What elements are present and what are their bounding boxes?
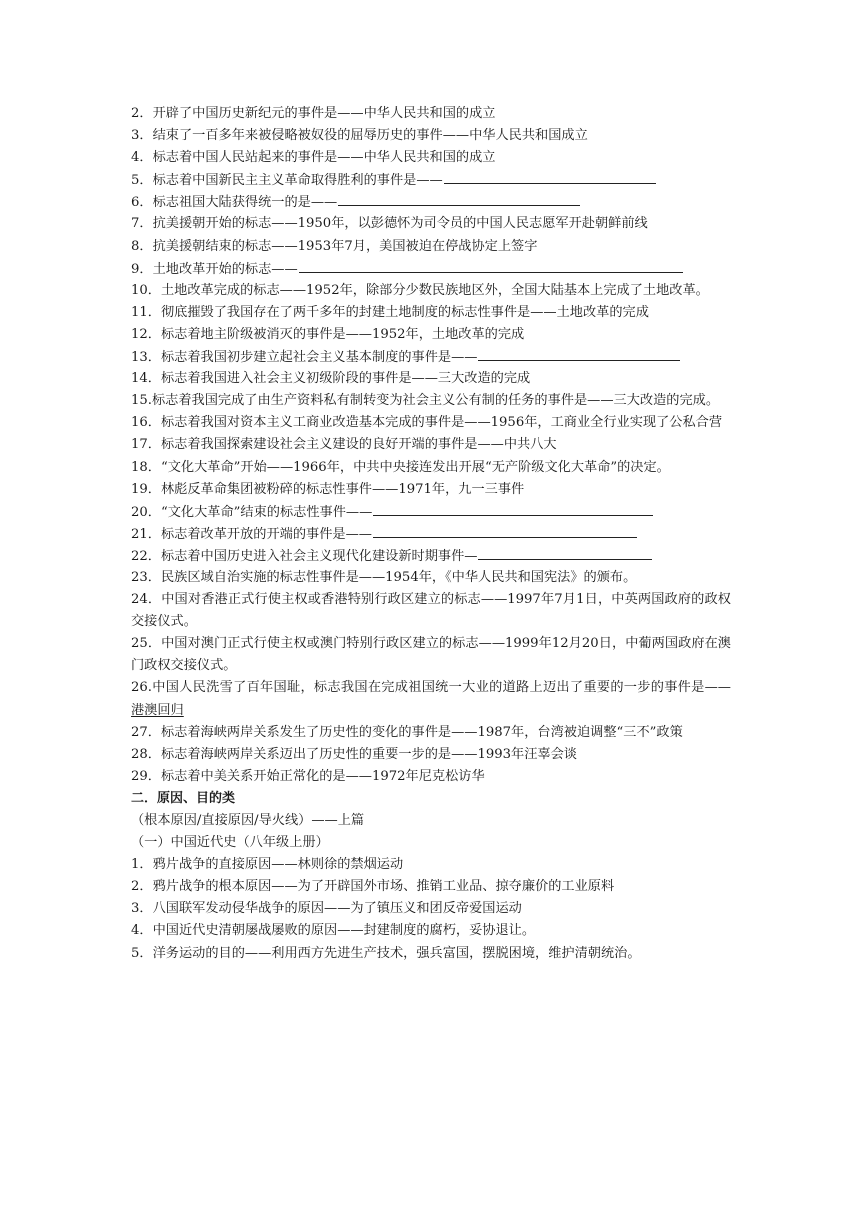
answer-blank xyxy=(373,523,637,538)
list-item: 13．标志着我国初步建立起社会主义基本制度的事件是—— xyxy=(131,346,731,368)
answer-blank xyxy=(338,191,580,206)
answer-blank xyxy=(478,545,652,560)
answer-blank xyxy=(299,258,683,273)
list-item: 29．标志着中美关系开始正常化的是——1972年尼克松访华 xyxy=(131,768,485,784)
answer-blank xyxy=(373,501,653,516)
list-item: 2．鸦片战争的根本原因——为了开辟国外市场、推销工业品、掠夺廉价的工业原料 xyxy=(131,879,615,895)
list-item: 1．鸦片战争的直接原因——林则徐的禁烟运动 xyxy=(131,857,404,873)
list-item: 22．标志着中国历史进入社会主义现代化建设新时期事件— xyxy=(131,545,731,567)
list-item: 23．民族区域自治实施的标志性事件是——1954年，《中华人民共和国宪法》的颁布。 xyxy=(131,569,637,585)
section-subtitle: （根本原因/直接原因/导火线）——上篇 xyxy=(131,813,365,828)
list-item: 28．标志着海峡两岸关系迈出了历史性的重要一步的是——1993年汪辜会谈 xyxy=(131,746,577,762)
list-item: 4．标志着中国人民站起来的事件是——中华人民共和国的成立 xyxy=(131,150,496,166)
list-item: 5．标志着中国新民主主义革命取得胜利的事件是—— xyxy=(131,169,731,191)
list-item: 10．土地改革完成的标志——1952年，除部分少数民族地区外，全国大陆基本上完成了土地改革。 xyxy=(131,282,709,298)
underlined-answer: 港澳回归 xyxy=(131,702,184,718)
document-body xyxy=(131,103,731,965)
list-item: 17．标志着我国探索建设社会主义建设的良好开端的事件是——中共八大 xyxy=(131,437,557,453)
answer-blank xyxy=(478,346,680,361)
list-item: 27．标志着海峡两岸关系发生了历史性的变化的事件是——1987年，台湾被迫调整“三不”政策 xyxy=(131,724,683,740)
list-item: 3．八国联军发动侵华战争的原因——为了镇压义和团反帝爱国运动 xyxy=(131,901,522,917)
list-item: 5．洋务运动的目的——利用西方先进生产技术，强兵富国，摆脱困境，维护清朝统治。 xyxy=(131,945,641,961)
list-item: 16．标志着我国对资本主义工商业改造基本完成的事件是——1956年，工商业全行业实现了公私合营 xyxy=(131,415,723,431)
list-item: 9．土地改革开始的标志—— xyxy=(131,258,731,280)
list-item: 15.标志着我国完成了由生产资料私有制转变为社会主义公有制的任务的事件是——三大改造的完成。 xyxy=(131,393,720,409)
answer-blank xyxy=(444,169,656,184)
list-item: 8．抗美援朝结束的标志——1953年7月，美国被迫在停战协定上签字 xyxy=(131,238,538,254)
list-item: 4．中国近代史清朝屡战屡败的原因——封建制度的腐朽，妥协退让。 xyxy=(131,923,536,939)
section-heading: 二．原因、目的类 xyxy=(131,790,236,806)
list-item: 14．标志着我国进入社会主义初级阶段的事件是——三大改造的完成 xyxy=(131,371,531,387)
list-item: 2．开辟了中国历史新纪元的事件是——中华人民共和国的成立 xyxy=(131,106,496,121)
list-item: 3．结束了一百多年来被侵略被奴役的屈辱历史的事件——中华人民共和国成立 xyxy=(131,128,588,144)
list-item: 21．标志着改革开放的开端的事件是—— xyxy=(131,523,731,545)
list-item: 24．中国对香港正式行使主权或香港特别行政区建立的标志——1997年7月1日，中英两国政府的政权交接仪式。 xyxy=(131,592,731,630)
section-subtitle: （一）中国近代史（八年级上册） xyxy=(131,835,329,851)
list-item: 26.中国人民洗雪了百年国耻，标志我国在完成祖国统一大业的道路上迈出了重要的一步的事件是——港澳回归 xyxy=(131,680,731,718)
list-item: 7．抗美援朝开始的标志——1950年，以彭德怀为司令员的中国人民志愿军开赴朝鲜前线 xyxy=(131,216,648,232)
list-item: 20．“文化大革命”结束的标志性事件—— xyxy=(131,501,731,523)
list-item: 19．林彪反革命集团被粉碎的标志性事件——1971年，九一三事件 xyxy=(131,481,525,497)
list-item: 6．标志祖国大陆获得统一的是—— xyxy=(131,191,731,213)
list-item: 18．“文化大革命”开始——1966年，中共中央接连发出开展“无产阶级文化大革命”的决定。 xyxy=(131,459,670,475)
list-item: 12．标志着地主阶级被消灭的事件是——1952年，土地改革的完成 xyxy=(131,326,525,342)
list-item: 25．中国对澳门正式行使主权或澳门特别行政区建立的标志——1999年12月20日，中葡两国政府在澳门政权交接仪式。 xyxy=(131,636,731,674)
list-item: 11．彻底摧毁了我国存在了两千多年的封建土地制度的标志性事件是——土地改革的完成 xyxy=(131,304,649,320)
